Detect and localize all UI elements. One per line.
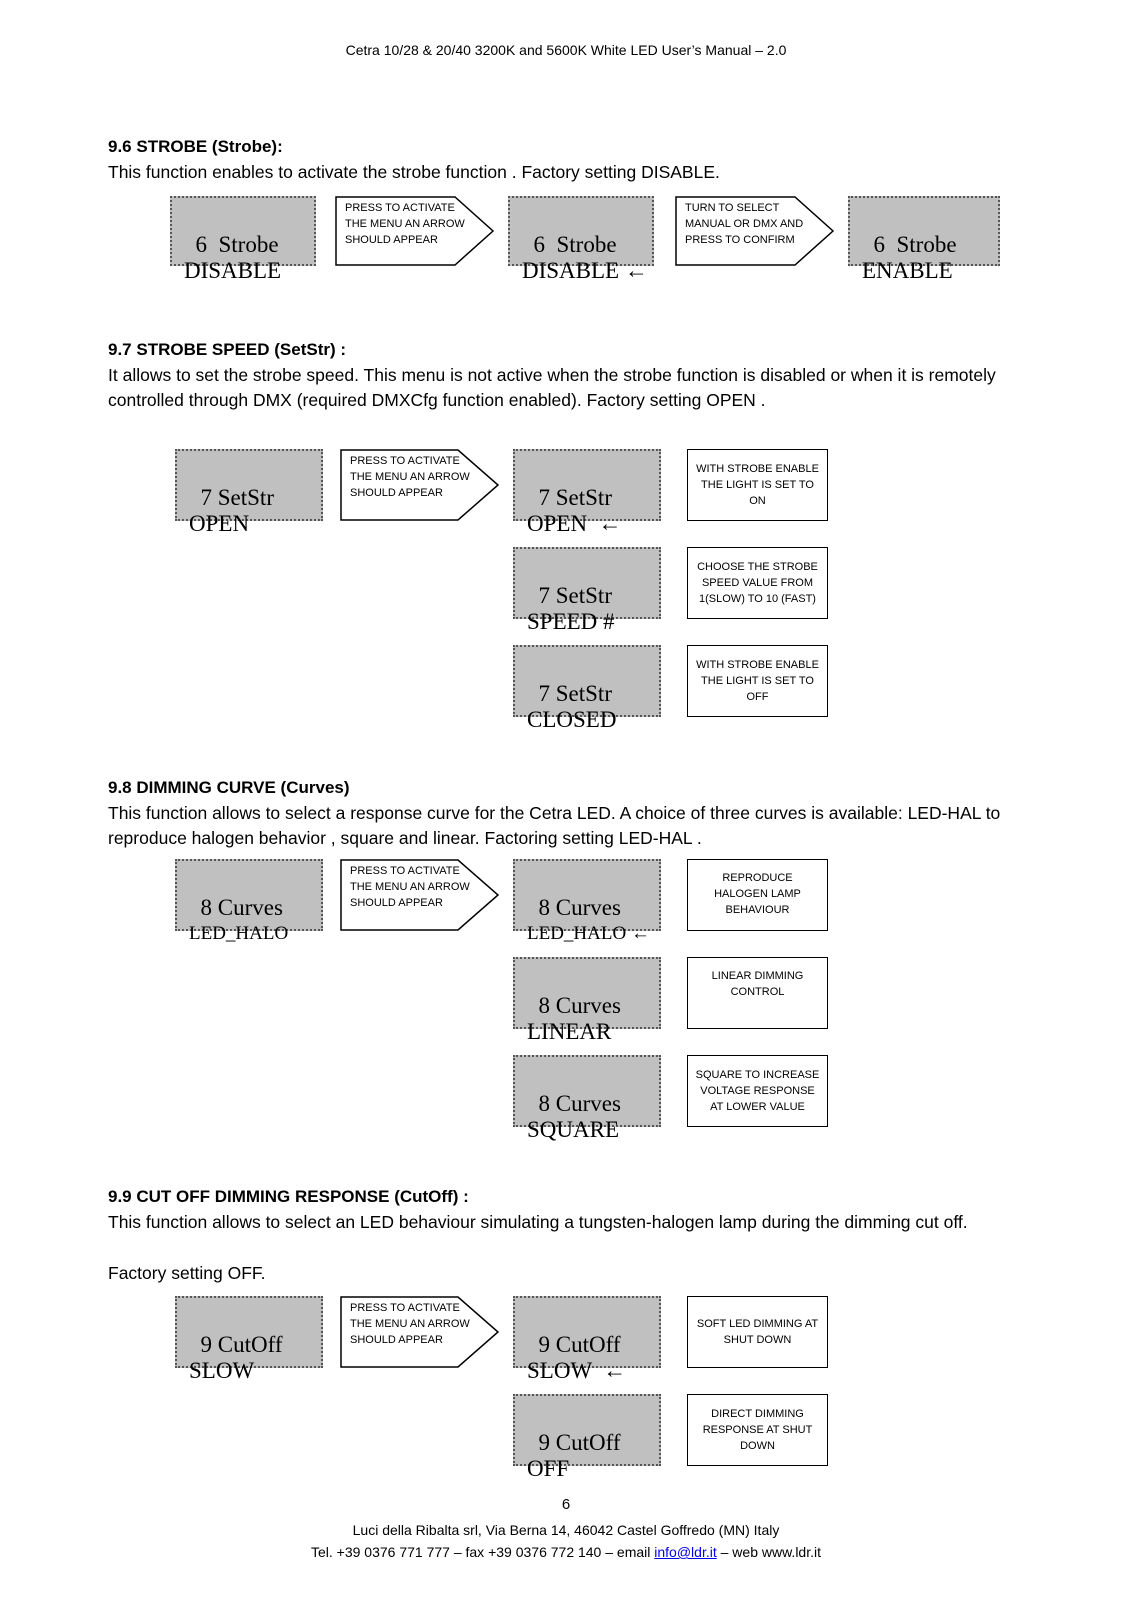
lcd-line2: OFF [527,1456,570,1481]
lcd-setstr-speed [513,547,661,634]
arrow-note-press-to-activate [340,1296,500,1368]
section-desc-cutoff: This function allows to select an LED behaviour simulating a tungsten-halogen lamp during the dimming cut off. [108,1212,968,1232]
lcd-line1: 8 Curves [538,895,621,920]
section-desc-strobe-speed: It allows to set the strobe speed. This menu is not active when the strobe function is disabled or when it is remotely controlled through DMX (required DMXCfg function enabled). Factory setting OPEN . [108,365,996,410]
note-strobe-speed: CHOOSE THE STROBE SPEED VALUE FROM 1(SLOW) TO 10 (FAST) [687,547,828,619]
arrow-text: PRESS TO ACTIVATE THE MENU AN ARROW SHOULD APPEAR [350,455,470,499]
section-desc-dimming-curve: This function allows to select a response curve for the Cetra LED. A choice of three curves is available: LED-HAL to reproduce halogen behavior , square and linear. Factoring setting LED-HAL . [108,803,1001,848]
arrow-note-press-to-activate [340,859,500,931]
lcd-line1: 9 CutOff [538,1430,621,1455]
lcd-line2: ENABLE [862,258,953,283]
lcd-line1: 6 Strobe [195,232,279,257]
lcd-curves-square [513,1055,661,1142]
note-soft-dimming: SOFT LED DIMMING AT SHUT DOWN [687,1296,828,1368]
footer-contacts [0,1544,1132,1560]
lcd-line2: CLOSED [527,707,617,732]
lcd-line2: LED_HALO [189,923,289,944]
lcd-line2: LINEAR [527,1019,612,1044]
lcd-setstr-open [175,449,323,536]
arrow-note-press-to-activate [340,449,500,521]
lcd-cutoff-slow-selected [513,1296,661,1383]
lcd-line1: 7 SetStr [538,583,612,608]
arrow-text: PRESS TO ACTIVATE THE MENU AN ARROW SHOULD APPEAR [345,202,465,246]
arrow-text: PRESS TO ACTIVATE THE MENU AN ARROW SHOULD APPEAR [350,1302,470,1346]
arrow-text: PRESS TO ACTIVATE THE MENU AN ARROW SHOULD APPEAR [350,865,470,909]
note-linear: LINEAR DIMMING CONTROL [687,957,828,1029]
section-desc-cutoff-factory: Factory setting OFF. [108,1263,266,1283]
lcd-line1: 6 Strobe [873,232,957,257]
lcd-strobe-disable [170,196,316,283]
footer-web: – web www.ldr.it [716,1544,821,1560]
lcd-line1: 7 SetStr [538,485,612,510]
lcd-setstr-open-selected [513,449,661,536]
note-strobe-on: WITH STROBE ENABLE THE LIGHT IS SET TO ON [687,449,828,521]
email-link[interactable]: info@ldr.it [654,1544,717,1560]
lcd-line2: SPEED # [527,609,615,634]
lcd-line2: SQUARE [527,1117,620,1142]
lcd-setstr-closed [513,645,661,732]
note-strobe-off: WITH STROBE ENABLE THE LIGHT IS SET TO OFF [687,645,828,717]
section-title-strobe: 9.6 STROBE (Strobe): [108,137,283,156]
arrow-note-turn-to-select [675,196,835,266]
section-title-strobe-speed: 9.7 STROBE SPEED (SetStr) : [108,340,347,359]
lcd-curves-led-halo [175,859,323,944]
lcd-line1: 9 CutOff [200,1332,283,1357]
page-header: Cetra 10/28 & 20/40 3200K and 5600K White LED User’s Manual – 2.0 [345,42,787,58]
lcd-line1: 9 CutOff [538,1332,621,1357]
note-halogen: REPRODUCE HALOGEN LAMP BEHAVIOUR [687,859,828,931]
lcd-line1: 8 Curves [538,1091,621,1116]
lcd-line1: 8 Curves [538,993,621,1018]
lcd-line2: DISABLE [184,258,282,283]
footer-phone: Tel. +39 0376 771 777 – fax +39 0376 772 140 – email [310,1544,655,1560]
page-number: 6 [561,1496,571,1513]
section-desc-strobe: This function enables to activate the strobe function . Factory setting DISABLE. [108,162,720,182]
section-title-dimming-curve: 9.8 DIMMING CURVE (Curves) [108,778,350,797]
lcd-line1: 7 SetStr [200,485,274,510]
lcd-cutoff-off [513,1394,661,1481]
lcd-line1: 8 Curves [200,895,283,920]
lcd-strobe-enable [848,196,1000,283]
lcd-strobe-disable-selected [508,196,654,283]
lcd-curves-led-halo-selected [513,859,661,944]
lcd-curves-linear [513,957,661,1044]
lcd-cutoff-slow [175,1296,323,1383]
arrow-text: TURN TO SELECT MANUAL OR DMX AND PRESS TO CONFIRM [685,202,804,246]
lcd-line2: OPEN ← [527,511,622,536]
lcd-line2: SLOW ← [527,1358,627,1383]
lcd-line2: SLOW [189,1358,255,1383]
lcd-line2: DISABLE ← [522,258,648,283]
footer-address: Luci della Ribalta srl, Via Berna 14, 46042 Castel Goffredo (MN) Italy [352,1522,780,1538]
arrow-note-press-to-activate [335,196,495,266]
lcd-line2: OPEN [189,511,250,536]
lcd-line1: 7 SetStr [538,681,612,706]
note-direct-dimming: DIRECT DIMMING RESPONSE AT SHUT DOWN [687,1394,828,1466]
note-square: SQUARE TO INCREASE VOLTAGE RESPONSE AT LOWER VALUE [687,1055,828,1127]
section-title-cutoff: 9.9 CUT OFF DIMMING RESPONSE (CutOff) : [108,1187,469,1206]
lcd-line2: LED_HALO ← [527,923,650,944]
lcd-line1: 6 Strobe [533,232,617,257]
